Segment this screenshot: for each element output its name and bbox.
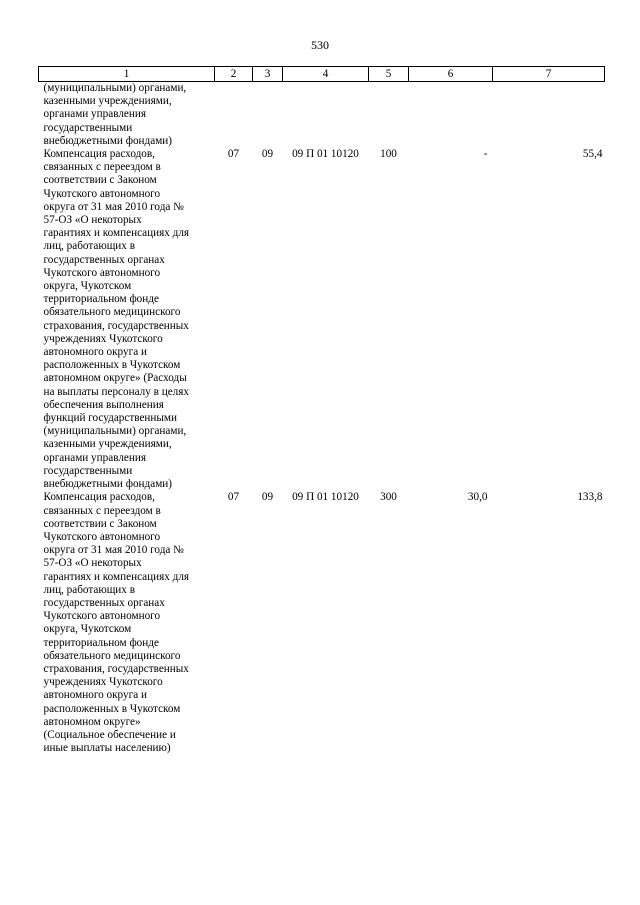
amount-column-6: 30,0	[467, 491, 488, 504]
amount-column-7: 133,8	[577, 491, 603, 504]
subsection-code: 09	[261, 491, 274, 504]
description-line: страхования, государственных	[43, 319, 189, 332]
description-line: связанных с переездом в	[43, 504, 161, 517]
table-header-row	[39, 67, 605, 82]
description-line: Чукотского автономного	[43, 266, 161, 279]
row-description	[39, 148, 215, 491]
description-line: округа от 31 мая 2010 года №	[43, 544, 184, 557]
description-line: соответствии с Законом	[43, 174, 157, 187]
description-line: гарантиях и компенсациях для	[43, 227, 190, 240]
description-line: Чукотского автономного	[43, 610, 161, 623]
column-header: 3	[253, 67, 283, 82]
description-line: связанных с переездом в	[43, 161, 161, 174]
description-line: государственных органах	[43, 253, 165, 266]
description-line: территориальном фонде	[43, 636, 159, 649]
description-line: органами управления	[43, 451, 147, 464]
description-line: Чукотского автономного	[43, 530, 161, 543]
subsection-code	[253, 82, 283, 149]
description-line: страхования, государственных	[43, 662, 189, 675]
description-line: лиц, работающих в	[43, 583, 135, 596]
section-code: 07	[227, 148, 240, 161]
description-line: Компенсация расходов,	[43, 491, 155, 504]
description-line: округа, Чукотском	[43, 623, 132, 636]
description-line: функций государственными	[43, 412, 177, 425]
column-header: 6	[409, 67, 493, 82]
section-code: 07	[227, 491, 240, 504]
description-line: на выплаты персоналу в целях	[43, 385, 189, 398]
description-line: автономного округа и	[43, 346, 147, 359]
expense-type-code: 300	[380, 491, 397, 504]
description-line: государственными	[43, 464, 133, 477]
amount-column-7	[493, 82, 605, 149]
description-line: округа от 31 мая 2010 года №	[43, 200, 184, 213]
description-line: гарантиях и компенсациях для	[43, 570, 190, 583]
description-line: обязательного медицинского	[43, 649, 181, 662]
amount-column-7: 55,4	[582, 148, 603, 161]
description-line: (Социальное обеспечение и	[43, 728, 176, 741]
expense-type-code: 100	[380, 148, 397, 161]
description-line: 57-ОЗ «О некоторых	[43, 214, 142, 227]
page-number: 530	[311, 38, 329, 52]
table-row	[39, 491, 605, 755]
table-row	[39, 82, 605, 149]
column-header: 2	[215, 67, 253, 82]
subsection-code: 09	[261, 148, 274, 161]
column-header: 5	[369, 67, 409, 82]
description-line: территориальном фонде	[43, 293, 159, 306]
table-body	[39, 82, 605, 756]
description-line: казенными учреждениями,	[43, 438, 172, 451]
description-line: 57-ОЗ «О некоторых	[43, 557, 142, 570]
description-line: внебюджетными фондами)	[43, 134, 172, 147]
section-code	[215, 82, 253, 149]
amount-column-6	[409, 82, 493, 149]
description-line: учреждениях Чукотского	[43, 332, 163, 345]
description-line: автономном округе» (Расходы	[43, 372, 187, 385]
target-article-code: 09 П 01 10120	[292, 148, 359, 161]
budget-table	[38, 66, 605, 755]
description-line: (муниципальными) органами,	[43, 82, 187, 94]
description-line: иные выплаты населению)	[43, 742, 171, 755]
description-line: казенными учреждениями,	[43, 95, 172, 108]
row-description	[39, 491, 215, 755]
description-line: автономном округе»	[43, 715, 141, 728]
description-line: Чукотского автономного	[43, 187, 161, 200]
description-line: округа, Чукотском	[43, 280, 132, 293]
description-line: внебюджетными фондами)	[43, 478, 172, 491]
column-header: 7	[493, 67, 605, 82]
description-line: (муниципальными) органами,	[43, 425, 187, 438]
description-line: лиц, работающих в	[43, 240, 135, 253]
description-line: обеспечения выполнения	[43, 398, 164, 411]
description-line: обязательного медицинского	[43, 306, 181, 319]
description-line: расположенных в Чукотском	[43, 702, 181, 715]
description-line: соответствии с Законом	[43, 517, 157, 530]
column-header: 1	[39, 67, 215, 82]
description-line: учреждениях Чукотского	[43, 676, 163, 689]
description-line: государственными	[43, 121, 133, 134]
description-line: Компенсация расходов,	[43, 148, 155, 161]
row-description	[39, 82, 215, 149]
table-row	[39, 148, 605, 491]
amount-column-6: -	[483, 148, 488, 161]
expense-type-code	[369, 82, 409, 149]
description-line: государственных органах	[43, 596, 165, 609]
description-line: автономного округа и	[43, 689, 147, 702]
description-line: органами управления	[43, 108, 147, 121]
target-article-code: 09 П 01 10120	[292, 491, 359, 504]
column-header: 4	[283, 67, 369, 82]
description-line: расположенных в Чукотском	[43, 359, 181, 372]
target-article-code	[283, 82, 369, 149]
